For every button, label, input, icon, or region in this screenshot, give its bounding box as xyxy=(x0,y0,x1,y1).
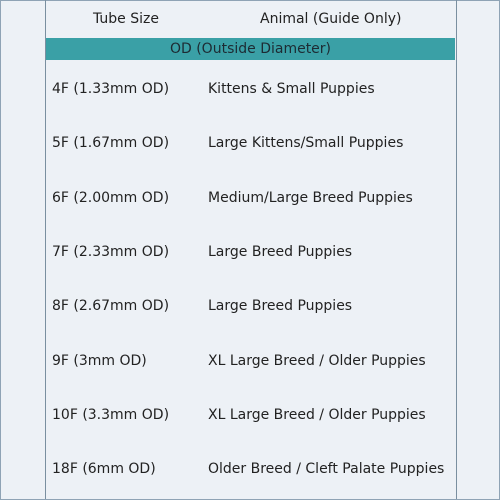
table-row xyxy=(0,353,500,373)
table-row xyxy=(0,244,500,264)
animal-cell: Large Kittens/Small Puppies xyxy=(208,135,404,151)
animal-cell: XL Large Breed / Older Puppies xyxy=(208,353,426,369)
tube-size-cell: 6F (2.00mm OD) xyxy=(52,190,170,206)
table-row xyxy=(0,407,500,427)
header-animal: Animal (Guide Only) xyxy=(260,11,402,27)
table-row xyxy=(0,298,500,318)
tube-size-cell: 4F (1.33mm OD) xyxy=(52,81,170,97)
table-row xyxy=(0,81,500,101)
animal-cell: Large Breed Puppies xyxy=(208,244,353,260)
table-row xyxy=(0,461,500,481)
animal-cell: Kittens & Small Puppies xyxy=(208,81,375,97)
tube-size-cell: 5F (1.67mm OD) xyxy=(52,135,170,151)
animal-cell: Large Breed Puppies xyxy=(208,298,353,314)
table-row xyxy=(0,135,500,155)
table-header xyxy=(0,0,500,38)
tube-size-cell: 10F (3.3mm OD) xyxy=(52,407,170,423)
animal-cell: Medium/Large Breed Puppies xyxy=(208,190,413,206)
section-banner: OD (Outside Diameter) xyxy=(46,38,455,60)
tube-size-cell: 7F (2.33mm OD) xyxy=(52,244,170,260)
table-row xyxy=(0,190,500,210)
tube-size-cell: 8F (2.67mm OD) xyxy=(52,298,170,314)
tube-size-cell: 9F (3mm OD) xyxy=(52,353,147,369)
header-tube-size: Tube Size xyxy=(93,11,159,27)
tube-size-cell: 18F (6mm OD) xyxy=(52,461,156,477)
animal-cell: XL Large Breed / Older Puppies xyxy=(208,407,426,423)
animal-cell: Older Breed / Cleft Palate Puppies xyxy=(208,461,445,477)
